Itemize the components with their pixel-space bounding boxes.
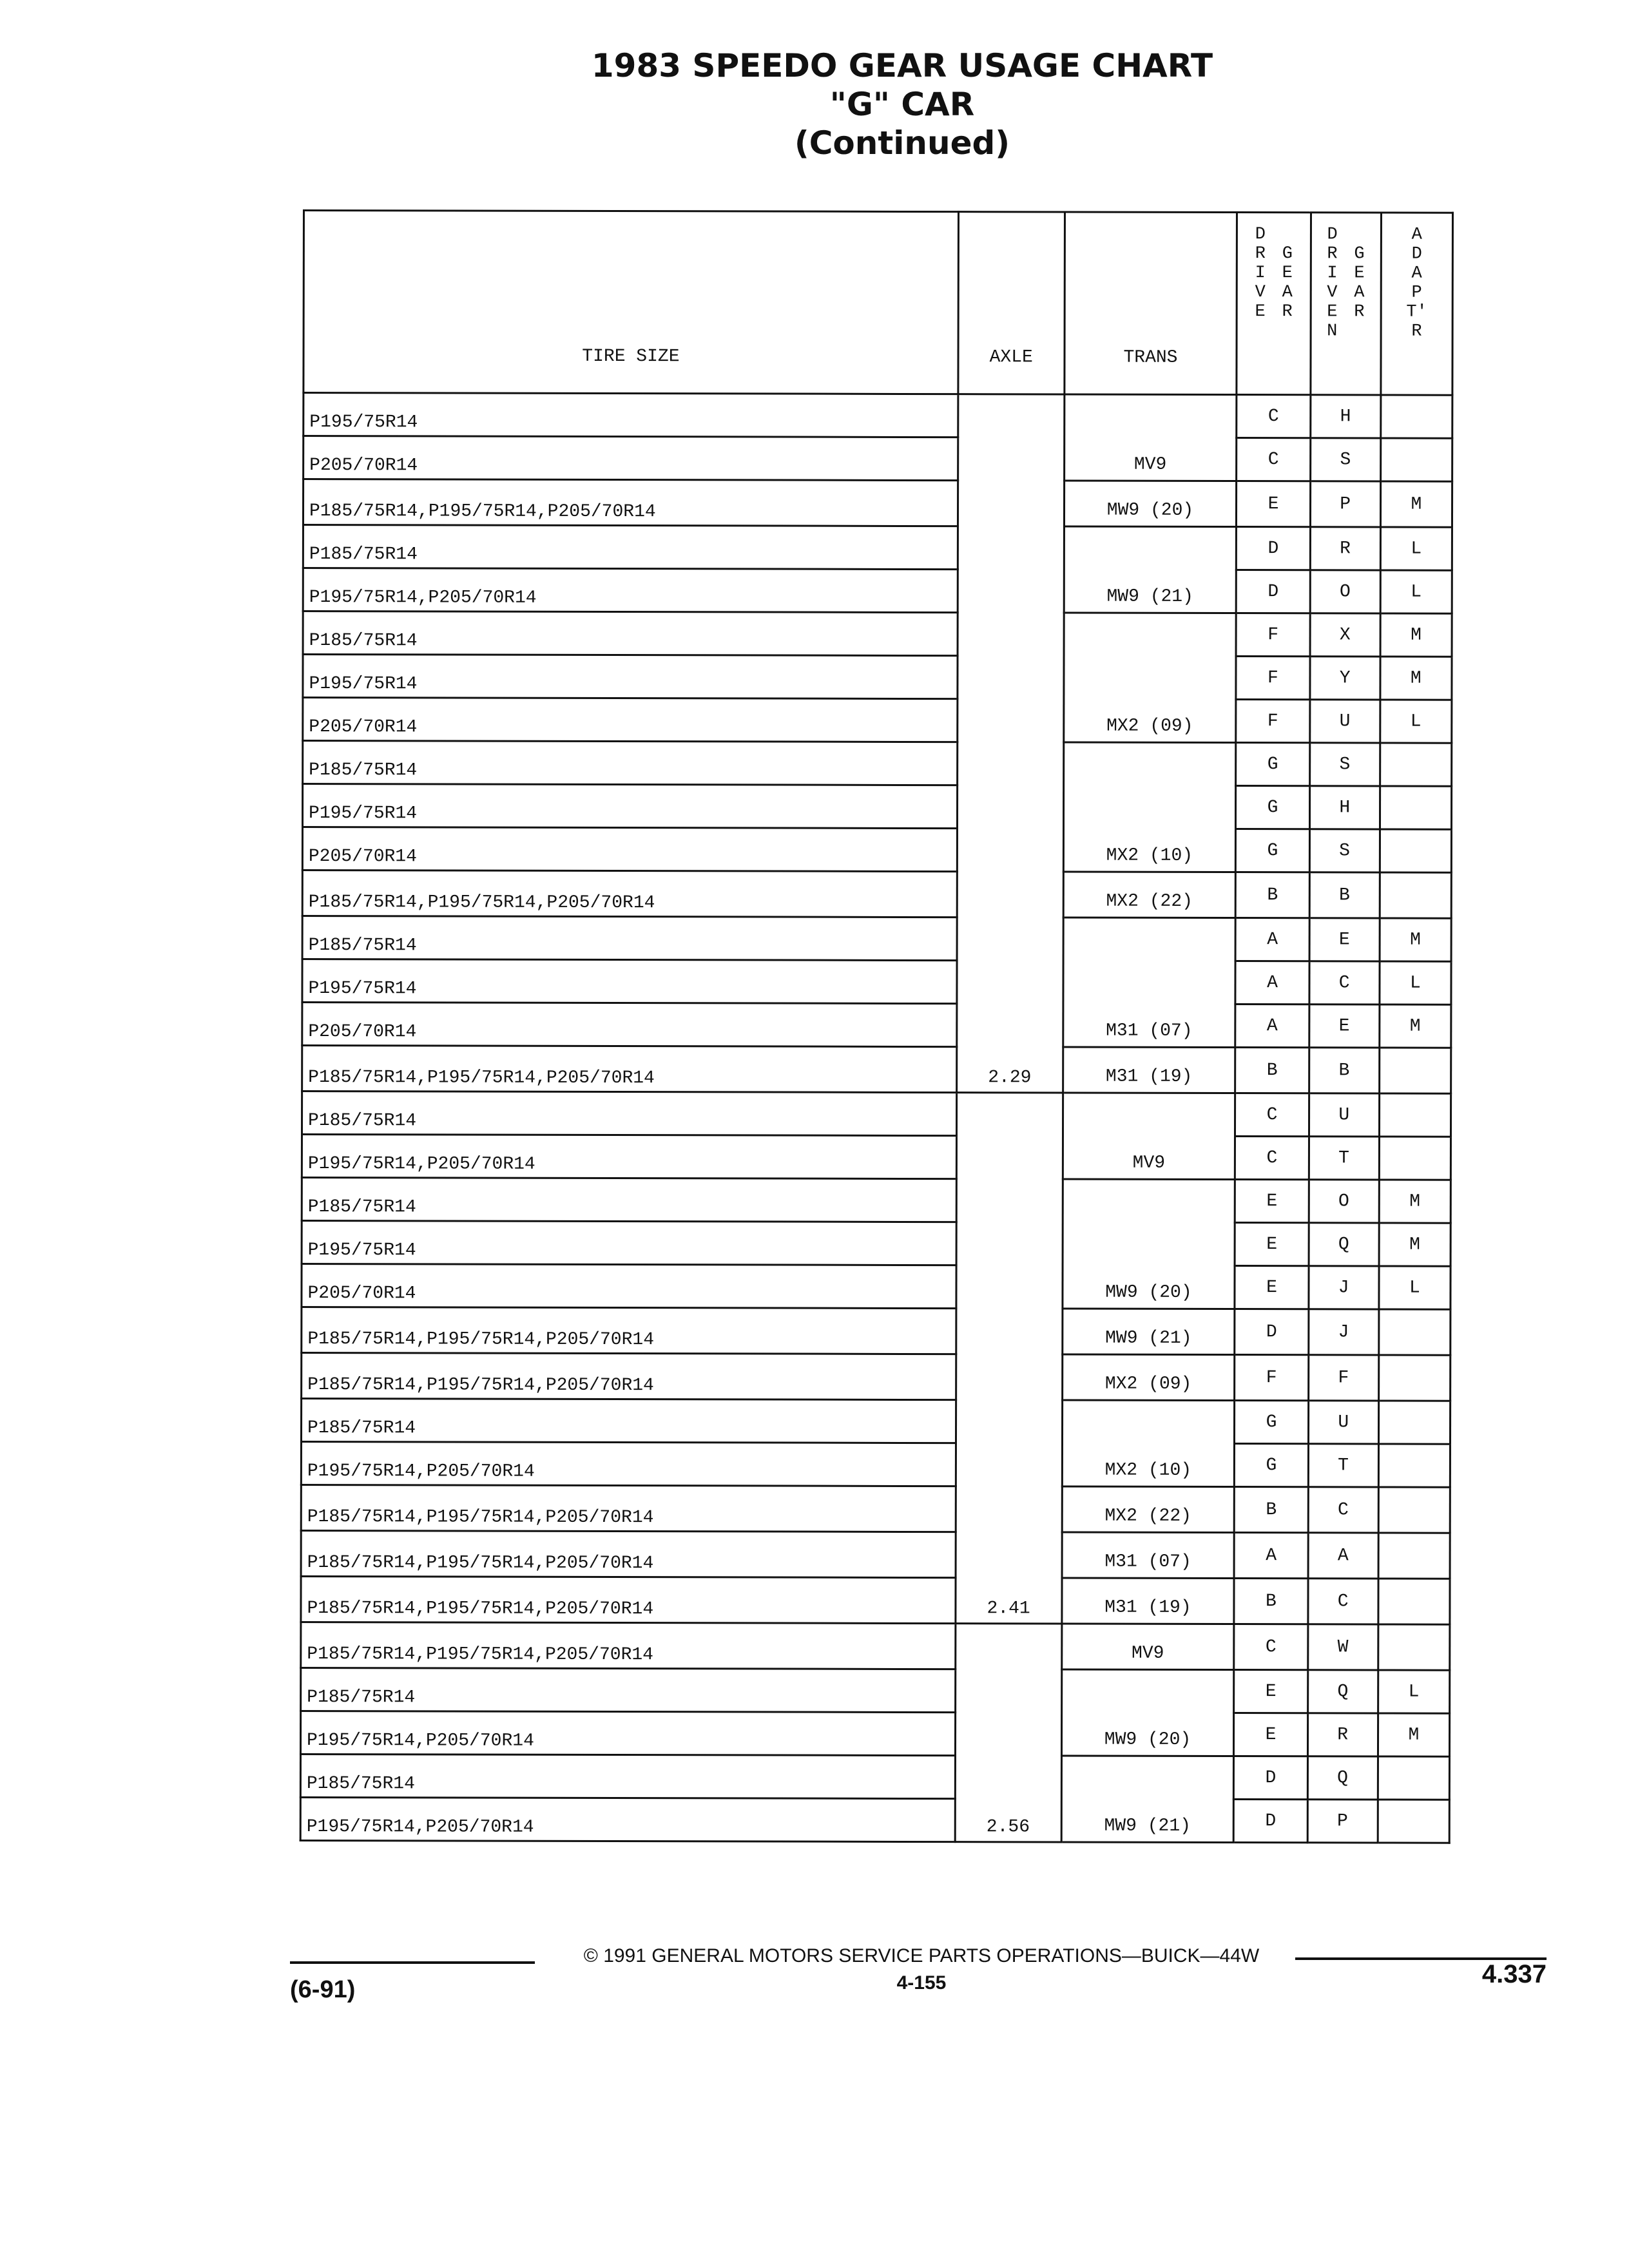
tire-size-cell: P195/75R14 xyxy=(303,655,958,699)
trans-cell: MW9 (21) xyxy=(1064,526,1237,613)
driven-gear-cell: J xyxy=(1308,1309,1378,1355)
adapter-cell xyxy=(1378,1624,1450,1670)
drive-gear-word-letters xyxy=(1279,225,1296,322)
driven-gear-word-letter: A xyxy=(1354,283,1365,303)
trans-cell: MW9 (21) xyxy=(1061,1756,1234,1843)
table-row xyxy=(303,568,1452,614)
table-row xyxy=(301,1441,1450,1487)
adapter-cell: M xyxy=(1378,1713,1449,1756)
table-row xyxy=(300,1797,1449,1843)
driven-word-letter: R xyxy=(1327,244,1338,264)
tire-size-cell: P195/75R14,P205/70R14 xyxy=(302,1135,956,1179)
adapter-cell xyxy=(1380,786,1451,829)
adapter-cell: M xyxy=(1379,1180,1451,1223)
driven-gear-cell: W xyxy=(1307,1624,1378,1670)
title-line-3: (Continued) xyxy=(794,124,1010,162)
drive-gear-cell: E xyxy=(1237,481,1310,527)
trans-cell: M31 (19) xyxy=(1063,1047,1235,1093)
tire-size-cell: P205/70R14 xyxy=(302,827,957,872)
date-code: (6-91) xyxy=(290,1976,356,2003)
driven-gear-cell: H xyxy=(1309,786,1380,829)
adapter-cell xyxy=(1379,1309,1451,1355)
trans-cell: MX2 (09) xyxy=(1063,613,1236,743)
adapter-word-letter: D xyxy=(1411,244,1422,264)
trans-cell: MX2 (10) xyxy=(1062,1400,1235,1487)
adapter-cell xyxy=(1378,1800,1449,1843)
trans-cell: MW9 (20) xyxy=(1064,481,1237,527)
footer-rule-left xyxy=(290,1961,535,1964)
tire-size-cell: P185/75R14 xyxy=(301,1398,956,1443)
drive-gear-cell: G xyxy=(1235,1444,1308,1487)
drive-gear-cell: D xyxy=(1235,1309,1308,1355)
driven-gear-cell: Q xyxy=(1307,1756,1378,1800)
table-header-row xyxy=(304,211,1453,396)
adapter-cell: L xyxy=(1380,700,1452,743)
tire-size-cell: P185/75R14 xyxy=(303,611,958,656)
adapter-cell xyxy=(1378,1444,1450,1487)
adapter-word-letter: R xyxy=(1411,322,1422,341)
drive-gear-cell: F xyxy=(1235,1355,1308,1401)
adapter-cell xyxy=(1378,1579,1450,1624)
trans-cell: MW9 (20) xyxy=(1062,1179,1235,1309)
table-row xyxy=(302,1264,1451,1309)
table-row xyxy=(302,959,1451,1005)
tire-size-cell: P185/75R14 xyxy=(303,741,958,785)
table-row xyxy=(302,1046,1451,1094)
drive-gear-cell: E xyxy=(1235,1266,1308,1309)
driven-gear-cell: S xyxy=(1310,438,1380,481)
drive-gear-cell: C xyxy=(1237,438,1310,481)
axle-cell: 2.29 xyxy=(956,394,1064,1093)
driven-gear-cell: U xyxy=(1309,700,1380,743)
adapter-cell: M xyxy=(1380,1004,1451,1048)
adapter-word-letter: P xyxy=(1411,283,1422,303)
table-row xyxy=(301,1485,1450,1533)
trans-cell: MX2 (10) xyxy=(1063,742,1236,872)
adapter-cell: L xyxy=(1378,1670,1449,1713)
tire-size-cell: P185/75R14,P195/75R14,P205/70R14 xyxy=(301,1576,956,1623)
page-footer xyxy=(290,1933,1547,2023)
drive-gear-cell: C xyxy=(1237,395,1310,438)
drive-word-letters xyxy=(1252,225,1269,322)
adapter-cell xyxy=(1378,1533,1450,1579)
driven-gear-cell: T xyxy=(1309,1137,1379,1180)
table-row xyxy=(302,1352,1451,1401)
tire-size-cell: P205/70R14 xyxy=(303,698,958,742)
table-row xyxy=(304,436,1452,482)
adapter-cell: M xyxy=(1379,1223,1451,1266)
driven-gear-cell: C xyxy=(1308,1487,1378,1533)
tire-size-cell: P205/70R14 xyxy=(304,436,958,481)
driven-gear-cell: F xyxy=(1308,1355,1378,1401)
trans-cell: MV9 xyxy=(1063,1093,1235,1180)
driven-word-letter: D xyxy=(1327,225,1338,245)
table-row xyxy=(303,525,1452,571)
page-number: 4-155 xyxy=(896,1972,947,1994)
drive-gear-cell: D xyxy=(1234,1800,1307,1843)
trans-cell: MV9 xyxy=(1064,394,1237,481)
driven-gear-word-letter: G xyxy=(1354,244,1365,264)
trans-cell: MW9 (21) xyxy=(1062,1309,1235,1355)
driven-gear-cell: T xyxy=(1308,1444,1378,1487)
header-axle: AXLE xyxy=(958,212,1065,394)
header-tire-size: TIRE SIZE xyxy=(304,211,958,394)
header-adapter xyxy=(1381,213,1453,395)
table-row xyxy=(303,655,1452,700)
title-line-1: 1983 SPEEDO GEAR USAGE CHART xyxy=(591,47,1213,84)
driven-gear-cell: A xyxy=(1308,1533,1378,1579)
trans-cell: M31 (19) xyxy=(1061,1578,1234,1624)
tire-size-cell: P205/70R14 xyxy=(302,1264,956,1308)
driven-gear-word-letter: E xyxy=(1354,264,1365,284)
adapter-cell xyxy=(1380,743,1451,786)
drive-gear-cell: C xyxy=(1235,1137,1309,1180)
driven-gear-cell: C xyxy=(1309,961,1380,1004)
tire-size-cell: P185/75R14,P195/75R14,P205/70R14 xyxy=(302,1046,957,1093)
table-row xyxy=(303,479,1452,528)
drive-gear-word-letter: E xyxy=(1282,264,1293,284)
tire-size-cell: P205/70R14 xyxy=(302,1003,957,1047)
drive-word-letter: I xyxy=(1255,264,1266,284)
drive-gear-word-letter: A xyxy=(1282,283,1293,303)
table-row xyxy=(302,1177,1451,1223)
driven-word-letter: I xyxy=(1327,264,1338,284)
adapter-word-letter: T' xyxy=(1406,302,1427,322)
tire-size-cell: P185/75R14,P195/75R14,P205/70R14 xyxy=(302,1352,956,1399)
adapter-cell xyxy=(1380,438,1452,481)
tire-size-cell: P185/75R14,P195/75R14,P205/70R14 xyxy=(302,1307,956,1354)
table-row xyxy=(302,1091,1451,1137)
table-row xyxy=(302,916,1451,962)
title-line-2: "G" CAR xyxy=(829,86,975,123)
tire-size-cell: P195/75R14 xyxy=(302,784,957,829)
drive-gear-cell: A xyxy=(1234,1533,1307,1579)
header-driven-gear xyxy=(1311,213,1382,395)
driven-gear-cell: Y xyxy=(1310,657,1380,700)
speedo-gear-table xyxy=(300,209,1454,1844)
tire-size-cell: P185/75R14,P195/75R14,P205/70R14 xyxy=(302,870,957,918)
adapter-cell: L xyxy=(1380,527,1452,570)
adapter-cell: L xyxy=(1380,961,1451,1004)
driven-gear-cell: O xyxy=(1309,1180,1379,1223)
trans-cell: MW9 (20) xyxy=(1061,1669,1234,1756)
drive-gear-cell: G xyxy=(1235,1401,1308,1444)
driven-gear-word-letters xyxy=(1351,225,1367,341)
tire-size-cell: P195/75R14 xyxy=(302,959,957,1004)
driven-gear-cell: P xyxy=(1310,481,1380,527)
drive-gear-cell: D xyxy=(1237,570,1310,613)
driven-gear-cell: E xyxy=(1309,918,1380,961)
tire-size-cell: P195/75R14 xyxy=(304,393,958,437)
trans-cell: MX2 (22) xyxy=(1062,1486,1235,1533)
driven-gear-cell: J xyxy=(1309,1266,1379,1309)
axle-cell: 2.41 xyxy=(956,1093,1063,1624)
table-row xyxy=(302,870,1451,919)
drive-gear-cell: D xyxy=(1237,527,1310,570)
tire-size-cell: P195/75R14,P205/70R14 xyxy=(303,568,958,613)
table-row xyxy=(303,698,1452,744)
tire-size-cell: P185/75R14,P195/75R14,P205/70R14 xyxy=(301,1622,956,1669)
tire-size-cell: P195/75R14,P205/70R14 xyxy=(300,1797,955,1841)
drive-gear-cell: E xyxy=(1235,1223,1308,1266)
driven-gear-cell: B xyxy=(1309,1048,1379,1093)
drive-gear-cell: B xyxy=(1235,1487,1308,1533)
tire-size-cell: P185/75R14 xyxy=(301,1667,956,1712)
driven-gear-cell: P xyxy=(1307,1800,1378,1843)
axle-cell: 2.56 xyxy=(955,1624,1061,1842)
driven-word-letter: E xyxy=(1327,302,1338,322)
table-row xyxy=(302,827,1451,873)
tire-size-cell: P195/75R14,P205/70R14 xyxy=(301,1441,956,1486)
adapter-cell: L xyxy=(1380,570,1452,613)
table-row xyxy=(302,1220,1451,1266)
adapter-cell xyxy=(1380,829,1451,872)
adapter-cell: M xyxy=(1380,918,1451,961)
adapter-cell: L xyxy=(1379,1266,1451,1309)
adapter-cell xyxy=(1379,1093,1451,1137)
drive-word-letter: D xyxy=(1255,225,1266,245)
header-drive-gear xyxy=(1237,213,1311,395)
trans-cell: MX2 (22) xyxy=(1063,872,1236,918)
tire-size-cell: P195/75R14,P205/70R14 xyxy=(300,1711,955,1755)
tire-size-cell: P185/75R14,P195/75R14,P205/70R14 xyxy=(301,1530,956,1577)
drive-gear-cell: B xyxy=(1235,1048,1309,1093)
adapter-cell xyxy=(1378,1756,1449,1800)
adapter-word-letters xyxy=(1408,226,1425,341)
drive-gear-cell: F xyxy=(1236,700,1309,743)
drive-word-letter: R xyxy=(1255,244,1266,264)
drive-gear-cell: A xyxy=(1235,961,1309,1004)
adapter-cell xyxy=(1378,1355,1450,1401)
driven-gear-cell: R xyxy=(1310,527,1380,570)
table-row xyxy=(302,1003,1451,1048)
trans-cell: MV9 xyxy=(1061,1624,1234,1670)
drive-gear-cell: E xyxy=(1234,1670,1307,1713)
adapter-word-letter: A xyxy=(1411,225,1422,245)
tire-size-cell: P185/75R14 xyxy=(302,916,957,961)
drive-gear-cell: G xyxy=(1236,786,1309,829)
drive-gear-cell: F xyxy=(1236,613,1309,657)
drive-gear-cell: C xyxy=(1235,1093,1309,1137)
table-row xyxy=(301,1667,1450,1713)
table-row xyxy=(301,1576,1450,1624)
tire-size-cell: P185/75R14,P195/75R14,P205/70R14 xyxy=(303,479,958,526)
drive-gear-cell: B xyxy=(1234,1579,1307,1624)
driven-gear-cell: Q xyxy=(1309,1223,1379,1266)
table-row xyxy=(302,1135,1451,1180)
copyright-text: © 1991 GENERAL MOTORS SERVICE PARTS OPERATIONS—BUICK—44W xyxy=(583,1945,1260,1966)
table-row xyxy=(304,393,1452,439)
drive-gear-cell: C xyxy=(1234,1624,1307,1670)
adapter-cell: M xyxy=(1380,657,1452,700)
driven-gear-cell: C xyxy=(1308,1579,1378,1624)
drive-gear-cell: E xyxy=(1234,1713,1307,1756)
adapter-cell xyxy=(1380,872,1451,918)
table-row xyxy=(301,1530,1450,1579)
tire-size-cell: P185/75R14 xyxy=(302,1177,956,1222)
driven-gear-cell: H xyxy=(1310,395,1380,438)
trans-cell: M31 (07) xyxy=(1063,918,1235,1048)
driven-gear-cell: O xyxy=(1310,570,1380,613)
drive-gear-cell: G xyxy=(1236,829,1309,872)
driven-word-letter: V xyxy=(1327,283,1338,303)
adapter-cell xyxy=(1379,1048,1451,1093)
driven-gear-cell: X xyxy=(1310,613,1380,657)
adapter-word-letter: A xyxy=(1411,264,1422,284)
drive-word-letter: E xyxy=(1255,302,1266,322)
drive-gear-cell: B xyxy=(1236,872,1309,918)
table-row xyxy=(300,1711,1449,1756)
drive-gear-word-letter: R xyxy=(1282,302,1293,322)
driven-gear-cell: S xyxy=(1309,743,1380,786)
table-row xyxy=(301,1398,1450,1444)
table-row xyxy=(302,1307,1451,1355)
adapter-cell xyxy=(1381,395,1452,438)
driven-gear-cell: Q xyxy=(1307,1670,1378,1713)
table-row xyxy=(300,1754,1449,1800)
adapter-cell xyxy=(1378,1487,1450,1533)
section-number: 4.337 xyxy=(1481,1960,1547,1988)
drive-gear-cell: A xyxy=(1235,1004,1309,1048)
driven-gear-word-letter: R xyxy=(1354,302,1365,322)
tire-size-cell: P185/75R14 xyxy=(302,1091,956,1136)
adapter-cell: M xyxy=(1380,481,1452,527)
drive-gear-cell: G xyxy=(1236,743,1309,786)
trans-cell: MX2 (09) xyxy=(1062,1354,1235,1401)
drive-gear-word-letter: G xyxy=(1282,244,1293,264)
tire-size-cell: P195/75R14 xyxy=(302,1220,956,1265)
drive-gear-cell: D xyxy=(1234,1756,1307,1800)
driven-gear-cell: U xyxy=(1309,1093,1379,1137)
tire-size-cell: P185/75R14 xyxy=(303,525,958,570)
table-row xyxy=(302,784,1451,830)
driven-gear-cell: R xyxy=(1307,1713,1378,1756)
table-row xyxy=(303,741,1452,787)
drive-word-letter: V xyxy=(1255,283,1266,303)
driven-gear-cell: S xyxy=(1309,829,1380,872)
driven-gear-cell: U xyxy=(1308,1401,1378,1444)
adapter-cell: M xyxy=(1380,613,1452,657)
driven-gear-cell: B xyxy=(1309,872,1380,918)
driven-word-letters xyxy=(1324,225,1340,341)
driven-word-letter: N xyxy=(1327,322,1338,341)
drive-gear-cell: A xyxy=(1235,918,1309,961)
driven-gear-cell: E xyxy=(1309,1004,1379,1048)
drive-gear-cell: F xyxy=(1236,657,1309,700)
drive-gear-cell: E xyxy=(1235,1180,1309,1223)
table-row xyxy=(301,1622,1450,1670)
page-title xyxy=(451,46,1353,162)
tire-size-cell: P185/75R14,P195/75R14,P205/70R14 xyxy=(301,1485,956,1532)
header-trans: TRANS xyxy=(1064,212,1237,395)
adapter-cell xyxy=(1378,1401,1450,1444)
trans-cell: M31 (07) xyxy=(1062,1532,1235,1579)
tire-size-cell: P185/75R14 xyxy=(300,1754,955,1798)
adapter-cell xyxy=(1379,1137,1451,1180)
table-row xyxy=(303,611,1452,657)
